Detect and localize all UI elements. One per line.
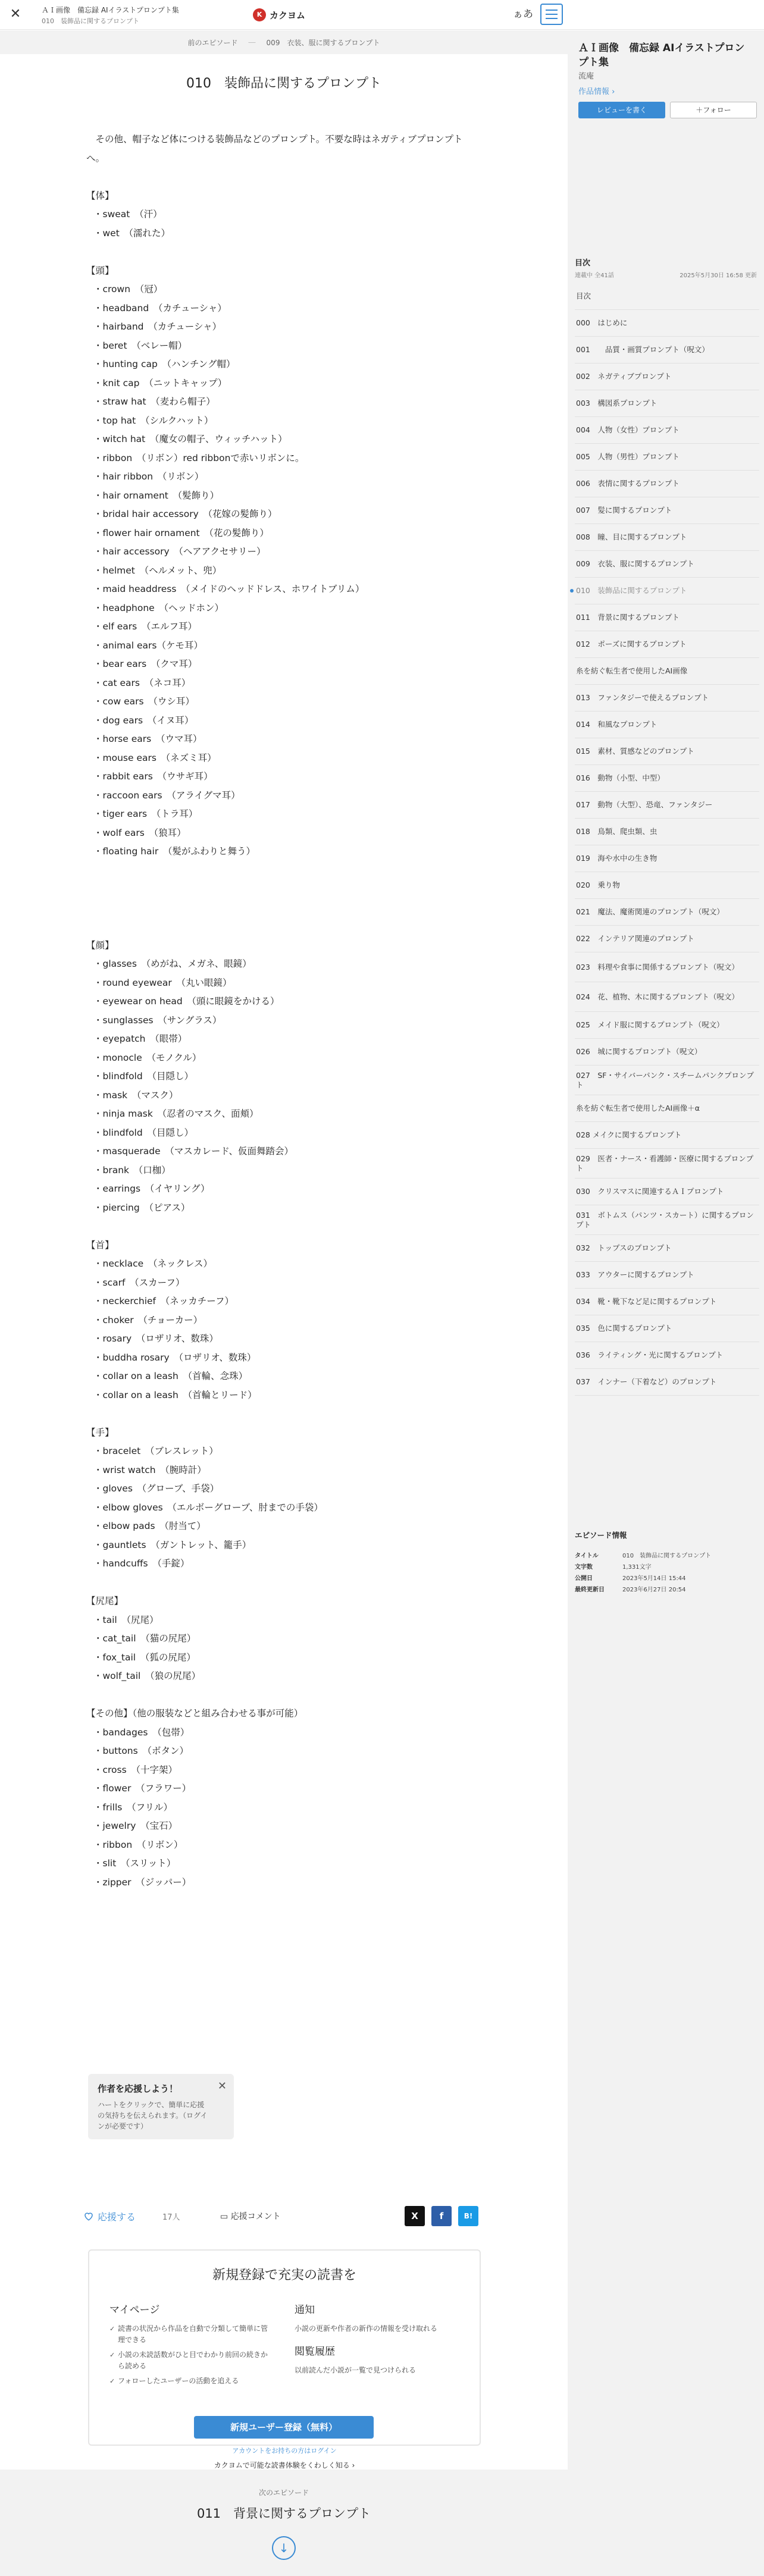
prompt-item: ・helmet （ヘルメット、兜） [93, 565, 222, 576]
prompt-item: ・horse ears （ウマ耳） [93, 734, 202, 744]
toc-item[interactable]: 018 鳥類、爬虫類、虫 [575, 819, 759, 845]
toc-item[interactable]: 025 メイド服に関するプロンプト（呪文） [575, 1012, 759, 1039]
prompt-item: ・hairband （カチューシャ） [93, 321, 222, 332]
toc-item[interactable]: 031 ボトムス（パンツ・スカート）に関するプロンプト [575, 1205, 759, 1235]
prompt-item: ・buddha rosary （ロザリオ、数珠） [93, 1352, 256, 1363]
prompt-item: ・hunting cap （ハンチング帽） [93, 359, 236, 369]
register-feature: ✓ 読書の状況から作品を自動で分類して簡単に管理できる [109, 2323, 270, 2346]
login-link[interactable]: アカウントをお持ちの方はログイン [232, 2447, 337, 2455]
share-hatena-icon[interactable]: B! [458, 2206, 478, 2226]
prompt-item: ・cow ears （ウシ耳） [93, 696, 195, 707]
register-feature: 小説の更新や作者の新作の情報を受け取れる [295, 2324, 438, 2333]
prompt-item: ・slit （スリット） [93, 1858, 176, 1869]
prompt-item: ・fox_tail （狐の尻尾） [93, 1651, 196, 1663]
register-feature: ✓ フォローしたユーザーの活動を追える [109, 2376, 270, 2387]
blank-line [86, 1405, 479, 1424]
register-title: 新規登録で充実の読書を [212, 2268, 356, 2283]
prompt-item: ・necklace （ネックレス） [93, 1258, 213, 1269]
toc-item[interactable]: 027 SF・サイバーパンク・スチームパンクプロンプト [575, 1066, 759, 1095]
toc-item[interactable]: 005 人物（男性）プロンプト [575, 444, 759, 471]
toc-updated: 2025年5月30日 16:58 更新 [680, 272, 757, 279]
sidebar-author[interactable]: 流庵 [578, 72, 594, 81]
prompt-item: ・tiger ears （トラ耳） [93, 808, 198, 819]
episode-info-row [575, 1584, 757, 1596]
blank-line [86, 917, 479, 936]
episode-info-row [575, 1562, 757, 1573]
section-heading: 【首】 [86, 1239, 114, 1251]
toc-top-item[interactable]: 目次 [575, 283, 759, 310]
toc-item[interactable]: 015 素材、質感などのプロンプト [575, 738, 759, 765]
register-feature: 以前読んだ小説が一覧で見つけられる [295, 2366, 417, 2374]
prompt-item: ・raccoon ears （アライグマ耳） [93, 789, 240, 801]
episode-info-key: 文字数 [575, 1564, 593, 1571]
episode-info-value: 010 装飾品に関するプロンプト [622, 1553, 712, 1559]
toc-status: 連載中 全41話 [575, 272, 614, 279]
prompt-item: ・sweat （汗） [93, 209, 162, 220]
register-mypage-column [109, 2301, 270, 2390]
prompt-item: ・bridal hair accessory （花嫁の髪飾り） [93, 509, 277, 519]
prompt-item: ・buttons （ボタン） [93, 1745, 189, 1756]
header-work-title[interactable]: ＡＩ画像 備忘録 AIイラストプロンプト集 [42, 6, 179, 14]
toc-item[interactable]: 016 動物（小型、中型） [575, 765, 759, 792]
close-icon[interactable]: ✕ [217, 2080, 227, 2092]
kakuyomu-logo[interactable] [253, 7, 305, 23]
sidebar-work-title[interactable]: ＡＩ画像 備忘録 AIイラストプロンプト集 [578, 42, 745, 68]
toc-item[interactable]: 000 はじめに [575, 310, 759, 337]
prompt-item: ・tail （尻尾） [93, 1614, 159, 1625]
action-bar [83, 2206, 482, 2230]
toc-list [575, 283, 759, 1396]
prompt-item: ・blindfold （目隠し） [93, 1127, 193, 1138]
prompt-item: ・wolf ears （狼耳） [93, 827, 186, 838]
next-episode-title[interactable]: 011 背景に関するプロンプト [196, 2506, 371, 2521]
next-episode-label: 次のエピソード [258, 2489, 309, 2497]
episode-info-key: タイトル [575, 1553, 599, 1559]
section-heading: 【顔】 [86, 939, 114, 951]
prompt-item: ・hair ribbon （リボン） [93, 471, 204, 482]
prompt-item: ・glasses （めがね、メガネ、眼鏡） [93, 958, 252, 969]
prompt-item: ・scarf （スカーフ） [93, 1277, 185, 1288]
prev-episode-title[interactable]: 009 衣装、服に関するプロンプト [266, 38, 380, 47]
paragraph: その他、帽子など体につける装飾品などのプロンプト。不要な時はネガティブプロンプトへ。 [86, 134, 463, 164]
episode-info-key: 最終更新日 [575, 1587, 605, 1593]
prompt-item: ・rabbit ears （ウサギ耳） [93, 771, 213, 782]
episode-info-row [575, 1573, 757, 1584]
prompt-item: ・rosary （ロザリオ、数珠） [93, 1333, 218, 1344]
toc-item[interactable]: 023 料理や食事に関係するプロンプト（呪文） [575, 952, 759, 982]
like-button[interactable] [83, 2206, 136, 2226]
toc-item[interactable]: 021 魔法、魔術関連のプロンプト（呪文） [575, 899, 759, 926]
toc-item[interactable]: 008 瞳、目に関するプロンプト [575, 524, 759, 551]
toc-item[interactable]: 022 インテリア関連のプロンプト [575, 926, 759, 952]
prompt-item: ・headphone （ヘッドホン） [93, 602, 224, 613]
section-heading: 【その他】（他の服装などと組み合わせる事が可能） [86, 1708, 303, 1719]
blank-line [86, 1574, 479, 1593]
toc-item[interactable]: 030 クリスマスに関連するＡＩプロンプト [575, 1179, 759, 1205]
blank-line [86, 1686, 479, 1705]
like-label: 応援する [98, 2211, 136, 2223]
prompt-item: ・elbow gloves （エルボーグローブ、肘までの手袋） [93, 1502, 323, 1513]
main-content [0, 54, 568, 2470]
prompt-item: ・neckerchief （ネッカチーフ） [93, 1296, 234, 1306]
toc-item[interactable]: 019 海や水中の生き物 [575, 845, 759, 872]
share-facebook-icon[interactable]: f [431, 2206, 452, 2226]
section-heading: 【手】 [86, 1427, 114, 1438]
episode-info-value: 1,331文字 [622, 1564, 652, 1571]
prompt-item: ・witch hat （魔女の帽子、ウィッチハット） [93, 434, 287, 444]
logo-text: カクヨム [270, 10, 306, 21]
prompt-item: ・jewelry （宝石） [93, 1820, 178, 1831]
prompt-item: ・cat ears （ネコ耳） [93, 677, 191, 688]
episode-info-value: 2023年6月27日 20:54 [622, 1587, 686, 1593]
prompt-item: ・bear ears （クマ耳） [93, 659, 198, 669]
toc-item[interactable]: 028 メイクに関するプロンプト [575, 1122, 759, 1149]
toc-item[interactable]: 014 和風なプロンプト [575, 712, 759, 738]
support-tooltip [88, 2074, 234, 2139]
prompt-item: ・masquerade （マスカレード、仮面舞踏会） [93, 1146, 293, 1157]
prompt-item: ・piercing （ピアス） [93, 1202, 190, 1213]
prompt-item: ・gloves （グローブ、手袋） [93, 1483, 220, 1494]
comment-icon: ▭ [220, 2212, 231, 2221]
prompt-item: ・brank （口枷） [93, 1164, 171, 1176]
prompt-item: ・eyepatch （眼帯） [93, 1033, 187, 1044]
blank-line [86, 243, 479, 262]
toc-item[interactable]: 003 構図系プロンプト [575, 390, 759, 417]
toc-item[interactable]: 012 ポーズに関するプロンプト [575, 631, 759, 658]
episode-nav-bar [0, 30, 568, 54]
prompt-item: ・wolf_tail （狼の尻尾） [93, 1671, 201, 1681]
section-heading: 【頭】 [86, 265, 114, 276]
episode-info-key: 公開日 [575, 1575, 593, 1582]
like-count[interactable]: 17人 [162, 2213, 180, 2222]
prompt-item: ・handcuffs （手錠） [93, 1558, 190, 1569]
toc-item[interactable]: 006 表情に関するプロンプト [575, 471, 759, 497]
prompt-item: ・headband （カチューシャ） [93, 302, 227, 314]
toc-item[interactable]: 糸を紡ぐ転生者で使用したAI画像 [575, 658, 759, 685]
register-panel [88, 2249, 481, 2470]
separator: ― [248, 38, 256, 46]
prompt-item: ・bracelet （ブレスレット） [93, 1446, 218, 1456]
register-button[interactable]: 新規ユーザー登録（無料） [194, 2416, 374, 2439]
prompt-item: ・flower （フラワー） [93, 1783, 192, 1794]
blank-line [86, 861, 479, 880]
toc-item[interactable]: 037 インナー（下着など）のプロンプト [575, 1369, 759, 1396]
prompt-item: ・floating hair （髪がふわりと舞う） [93, 846, 255, 857]
prompt-item: ・top hat （シルクハット） [93, 415, 214, 426]
toc-item[interactable]: 007 髪に関するプロンプト [575, 497, 759, 524]
toc-item[interactable]: 034 靴・靴下など足に関するプロンプト [575, 1289, 759, 1315]
blank-line [86, 880, 479, 899]
prompt-item: ・collar on a leash （首輪とリード） [93, 1389, 257, 1400]
prompt-item: ・beret （ベレー帽） [93, 340, 187, 351]
prompt-item: ・flower hair ornament （花の髪飾り） [93, 527, 269, 538]
prompt-item: ・eyewear on head （頭に眼鏡をかける） [93, 996, 280, 1007]
prompt-item: ・cross （十字架） [93, 1764, 177, 1775]
comment-button[interactable] [220, 2210, 281, 2222]
prompt-item: ・hair accessory （ヘアアクセサリー） [93, 546, 266, 557]
follow-button[interactable]: ＋フォロー [670, 102, 757, 118]
font-settings-button[interactable]: ぁあ [513, 8, 533, 20]
prompt-item: ・cat_tail （猫の尻尾） [93, 1633, 196, 1644]
menu-icon[interactable] [540, 4, 563, 25]
register-notify-column [295, 2301, 461, 2384]
toc-item[interactable]: 035 色に関するプロンプト [575, 1315, 759, 1342]
toc-item[interactable]: 009 衣装、服に関するプロンプト [575, 551, 759, 578]
blank-line [86, 1217, 479, 1236]
prompt-item: ・zipper （ジッパー） [93, 1876, 192, 1888]
episode-info [575, 1550, 757, 1596]
prompt-item: ・bandages （包帯） [93, 1726, 190, 1738]
sidebar [568, 30, 764, 2576]
prompt-item: ・collar on a leash （首輪、念珠） [93, 1371, 248, 1381]
work-info-link[interactable]: 作品情報 › [578, 87, 615, 96]
write-review-button[interactable]: レビューを書く [578, 102, 665, 118]
prompt-item: ・wrist watch （腕時計） [93, 1464, 206, 1475]
heart-icon [83, 2211, 94, 2221]
blank-line [86, 168, 479, 187]
register-col-title: 通知 [295, 2304, 315, 2316]
comment-label: 応援コメント [230, 2212, 281, 2221]
toc-item[interactable]: 001 品質・画質プロンプト（呪文） [575, 337, 759, 363]
prompt-item: ・knit cap （ニットキャップ） [93, 377, 227, 388]
toc-item[interactable]: 013 ファンタジーで使えるプロンプト [575, 685, 759, 712]
toc-item[interactable]: 036 ライティング・光に関するプロンプト [575, 1342, 759, 1369]
toc-item[interactable]: 024 花、植物、木に関するプロンプト（呪文） [575, 982, 759, 1012]
register-col-title: マイページ [109, 2304, 160, 2316]
toc-item[interactable]: 糸を紡ぐ転生者で使用したAI画像＋α [575, 1095, 759, 1122]
prompt-item: ・hair ornament （髪飾り） [93, 490, 220, 501]
register-col-title: 閲覧履歴 [295, 2346, 335, 2358]
section-heading: 【尻尾】 [86, 1596, 124, 1606]
toc-meta [575, 270, 757, 279]
toc-item[interactable]: 002 ネガティブプロンプト [575, 363, 759, 390]
toc-item[interactable]: 010 装飾品に関するプロンプト [575, 578, 759, 604]
prompt-item: ・straw hat （麦わら帽子） [93, 396, 215, 407]
prompt-item: ・maid headdress （メイドのヘッドドレス、ホワイトブリム） [93, 584, 365, 594]
header [0, 0, 764, 30]
prompt-item: ・dog ears （イヌ耳） [93, 714, 194, 726]
episode-info-heading: エピソード情報 [575, 1531, 627, 1540]
prompt-item: ・elf ears （エルフ耳） [93, 621, 197, 632]
episode-body [86, 130, 479, 1892]
prompt-item: ・gauntlets （ガントレット、籠手） [93, 1539, 252, 1550]
share-x-icon[interactable]: X [405, 2206, 425, 2226]
prompt-item: ・ninja mask （忍者のマスク、面頬） [93, 1108, 259, 1119]
header-episode-title: 010 装飾品に関するプロンプト [42, 17, 139, 25]
episode-info-value: 2023年5月14日 15:44 [622, 1575, 686, 1582]
blank-line [86, 899, 479, 918]
toc-item[interactable]: 026 城に関するプロンプト（呪文） [575, 1039, 759, 1066]
prompt-item: ・mask （マスク） [93, 1089, 179, 1101]
register-feature: ✓ 小説の未読話数がひと目でわかり前回の続きから読める [109, 2349, 270, 2372]
prompt-item: ・ribbon （リボン）red ribbonで赤いリボンに。 [93, 452, 305, 463]
toc-item[interactable]: 033 アウターに関するプロンプト [575, 1262, 759, 1289]
toc-item[interactable]: 004 人物（女性）プロンプト [575, 417, 759, 444]
section-heading: 【体】 [86, 190, 114, 201]
next-episode-section [0, 2470, 568, 2576]
prompt-item: ・blindfold （目隠し） [93, 1071, 193, 1082]
prompt-item: ・wet （濡れた） [93, 227, 171, 239]
prompt-item: ・frills （フリル） [93, 1801, 173, 1813]
close-icon[interactable]: ✕ [10, 7, 21, 21]
prompt-item: ・ribbon （リボン） [93, 1839, 183, 1850]
prompt-item: ・crown （冠） [93, 284, 163, 294]
toc-item[interactable]: 017 動物（大型）、恐竜、ファンタジー [575, 792, 759, 819]
prompt-item: ・round eyewear （丸い眼鏡） [93, 977, 232, 988]
prompt-item: ・choker （チョーカー） [93, 1314, 203, 1325]
prompt-item: ・earrings （イヤリング） [93, 1183, 210, 1194]
toc-item[interactable]: 011 背景に関するプロンプト [575, 604, 759, 631]
toc-item[interactable]: 029 医者・ナース・看護師・医療に関するプロンプト [575, 1149, 759, 1179]
arrow-down-icon[interactable]: ↓ [272, 2536, 296, 2560]
learn-more-link[interactable]: カクヨムで可能な読書体験をくわしく知る › [214, 2461, 355, 2470]
toc-item[interactable]: 020 乗り物 [575, 872, 759, 899]
support-title: 作者を応援しよう！ [98, 2083, 179, 2094]
episode-info-row [575, 1550, 757, 1562]
toc-item[interactable]: 032 トップスのプロンプト [575, 1235, 759, 1262]
logo-mark-icon: K [253, 8, 266, 21]
prompt-item: ・animal ears（ケモ耳） [93, 640, 203, 651]
support-text: ハートをクリックで、簡単に応援の気持ちを伝えられます。（ログインが必要です） [98, 2101, 208, 2130]
prompt-item: ・elbow pads （肘当て） [93, 1521, 206, 1531]
toc-heading: 目次 [575, 259, 591, 268]
prompt-item: ・sunglasses （サングラス） [93, 1014, 222, 1026]
episode-title: 010 装飾品に関するプロンプト [186, 76, 381, 91]
prev-episode-link[interactable]: 前のエピソード [187, 38, 238, 47]
prompt-item: ・monocle （モノクル） [93, 1052, 202, 1063]
prompt-item: ・mouse ears （ネズミ耳） [93, 752, 217, 763]
